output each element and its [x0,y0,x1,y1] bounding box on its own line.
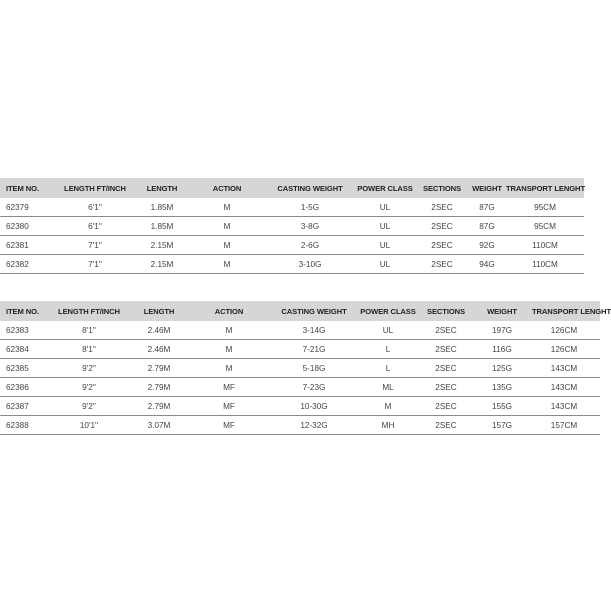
cell-action: MF [190,378,268,397]
cell-action: M [188,255,266,274]
table-row [0,198,584,217]
cell-power-class: ML [360,378,416,397]
table-row [0,378,600,397]
cell-transport-lenght: 95CM [506,217,584,236]
column-header-length: LENGTH [136,178,188,198]
cell-item-no: 62387 [0,397,50,416]
table-row [0,217,584,236]
cell-length: 2.15M [136,236,188,255]
table-row [0,359,600,378]
cell-sections: 2SEC [416,321,476,340]
cell-power-class: UL [354,255,416,274]
cell-weight: 116G [476,340,528,359]
cell-transport-lenght: 110CM [506,255,584,274]
cell-item-no: 62383 [0,321,50,340]
cell-casting-weight: 10-30G [268,397,360,416]
cell-length-ft-inch: 6'1'' [54,198,136,217]
column-header-length: LENGTH [128,301,190,321]
cell-sections: 2SEC [416,198,468,217]
cell-sections: 2SEC [416,255,468,274]
cell-casting-weight: 5-18G [268,359,360,378]
cell-length-ft-inch: 7'1'' [54,236,136,255]
cell-item-no: 62379 [0,198,54,217]
cell-casting-weight: 7-21G [268,340,360,359]
cell-action: M [190,321,268,340]
spec-table-1 [0,178,584,274]
cell-item-no: 62384 [0,340,50,359]
table-row [0,255,584,274]
cell-action: M [190,340,268,359]
cell-length-ft-inch: 8'1'' [50,321,128,340]
table-row [0,397,600,416]
cell-action: M [188,198,266,217]
column-header-length-ft-inch: LENGTH FT/INCH [54,178,136,198]
cell-power-class: MH [360,416,416,435]
cell-length-ft-inch: 9'2'' [50,397,128,416]
cell-action: M [190,359,268,378]
cell-weight: 135G [476,378,528,397]
cell-sections: 2SEC [416,236,468,255]
column-header-power-class: POWER CLASS [360,301,416,321]
column-header-weight: WEIGHT [476,301,528,321]
cell-weight: 87G [468,217,506,236]
cell-sections: 2SEC [416,340,476,359]
cell-length: 3.07M [128,416,190,435]
cell-sections: 2SEC [416,359,476,378]
cell-weight: 157G [476,416,528,435]
cell-casting-weight: 7-23G [268,378,360,397]
cell-sections: 2SEC [416,416,476,435]
cell-power-class: L [360,340,416,359]
cell-item-no: 62385 [0,359,50,378]
column-header-power-class: POWER CLASS [354,178,416,198]
cell-power-class: M [360,397,416,416]
cell-power-class: UL [354,236,416,255]
column-header-action: ACTION [188,178,266,198]
cell-length: 2.46M [128,321,190,340]
cell-transport-lenght: 126CM [528,340,600,359]
cell-weight: 92G [468,236,506,255]
cell-transport-lenght: 95CM [506,198,584,217]
table-row [0,236,584,255]
cell-length: 2.15M [136,255,188,274]
table-header-row [0,178,584,198]
cell-weight: 125G [476,359,528,378]
cell-sections: 2SEC [416,217,468,236]
column-header-sections: SECTIONS [416,301,476,321]
cell-casting-weight: 1-5G [266,198,354,217]
cell-casting-weight: 3-10G [266,255,354,274]
cell-transport-lenght: 143CM [528,378,600,397]
table-header-row [0,301,600,321]
cell-length-ft-inch: 9'2'' [50,378,128,397]
cell-sections: 2SEC [416,378,476,397]
cell-weight: 197G [476,321,528,340]
cell-casting-weight: 3-14G [268,321,360,340]
column-header-transport-lenght: TRANSPORT LENGHT [506,178,584,198]
cell-weight: 94G [468,255,506,274]
cell-power-class: UL [360,321,416,340]
cell-power-class: L [360,359,416,378]
column-header-sections: SECTIONS [416,178,468,198]
cell-item-no: 62386 [0,378,50,397]
column-header-length-ft-inch: LENGTH FT/INCH [50,301,128,321]
cell-length-ft-inch: 10'1'' [50,416,128,435]
column-header-item-no: ITEM NO. [0,301,50,321]
cell-item-no: 62382 [0,255,54,274]
cell-action: MF [190,416,268,435]
cell-transport-lenght: 143CM [528,397,600,416]
cell-weight: 155G [476,397,528,416]
column-header-transport-lenght: TRANSPORT LENGHT [528,301,600,321]
cell-action: M [188,217,266,236]
cell-weight: 87G [468,198,506,217]
cell-transport-lenght: 157CM [528,416,600,435]
column-header-casting-weight: CASTING WEIGHT [268,301,360,321]
cell-casting-weight: 2-6G [266,236,354,255]
column-header-item-no: ITEM NO. [0,178,54,198]
cell-length: 2.79M [128,397,190,416]
cell-item-no: 62388 [0,416,50,435]
cell-action: M [188,236,266,255]
cell-length: 2.79M [128,378,190,397]
cell-item-no: 62380 [0,217,54,236]
cell-length: 1.85M [136,217,188,236]
cell-transport-lenght: 143CM [528,359,600,378]
cell-length: 2.46M [128,340,190,359]
spec-table-2 [0,301,611,435]
cell-length-ft-inch: 7'1'' [54,255,136,274]
column-header-casting-weight: CASTING WEIGHT [266,178,354,198]
cell-transport-lenght: 126CM [528,321,600,340]
table-row [0,321,600,340]
table-row [0,416,600,435]
cell-sections: 2SEC [416,397,476,416]
cell-action: MF [190,397,268,416]
cell-power-class: UL [354,217,416,236]
cell-transport-lenght: 110CM [506,236,584,255]
cell-length: 2.79M [128,359,190,378]
cell-power-class: UL [354,198,416,217]
cell-casting-weight: 3-8G [266,217,354,236]
cell-length-ft-inch: 8'1'' [50,340,128,359]
cell-length-ft-inch: 9'2'' [50,359,128,378]
column-header-weight: WEIGHT [468,178,506,198]
column-header-action: ACTION [190,301,268,321]
cell-item-no: 62381 [0,236,54,255]
cell-casting-weight: 12-32G [268,416,360,435]
cell-length: 1.85M [136,198,188,217]
table-row [0,340,600,359]
cell-length-ft-inch: 6'1'' [54,217,136,236]
